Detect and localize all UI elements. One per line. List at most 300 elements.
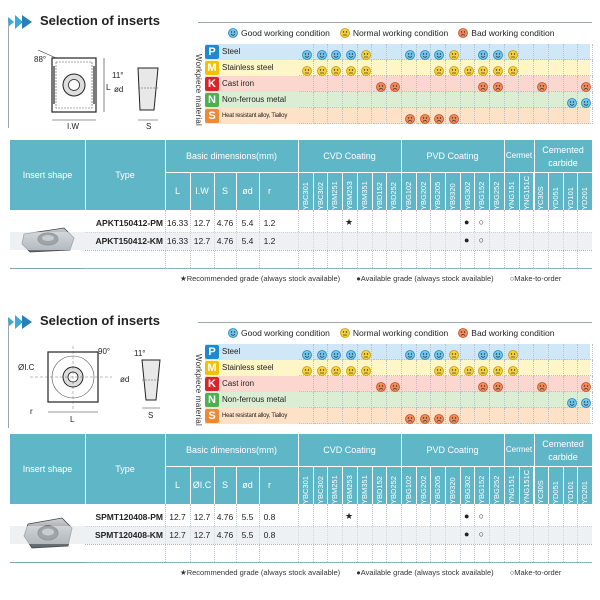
header-vline <box>386 466 387 504</box>
workpiece-material-label: Workpiece material <box>194 354 203 426</box>
material-letter: K <box>205 77 219 91</box>
rating-cell <box>314 76 329 92</box>
bad-face-icon <box>390 79 400 89</box>
rating-cell <box>446 392 461 408</box>
apkt-insert-drawing <box>12 40 188 132</box>
rating-cell <box>490 360 505 376</box>
material-letter: N <box>205 93 219 107</box>
dimension-header: L <box>174 186 180 196</box>
good-face-icon <box>493 47 503 57</box>
rating-cell <box>475 44 490 60</box>
normal-face-icon <box>508 63 518 73</box>
rating-cell <box>299 92 314 108</box>
rating-cell <box>431 408 446 424</box>
insert-type: SPMT120408-KM <box>94 530 163 540</box>
grade-header: YBM253 <box>345 181 355 210</box>
normal-face-icon <box>340 28 350 38</box>
material-name: Steel <box>222 47 241 56</box>
rating-cell <box>490 92 505 108</box>
bad-face-icon <box>405 411 415 421</box>
rating-cell <box>490 376 505 392</box>
rating-cell <box>387 92 402 108</box>
header-vline <box>85 140 86 210</box>
rating-cell <box>578 376 593 392</box>
grade-header: YNG151 <box>506 475 516 504</box>
normal-face-icon <box>340 328 350 338</box>
rating-cell <box>505 408 520 424</box>
rating-cell <box>564 76 579 92</box>
legend-good: Good working condition <box>241 328 330 338</box>
rating-cell <box>314 360 329 376</box>
normal-face-icon <box>464 63 474 73</box>
bad-face-icon <box>434 411 444 421</box>
grade-header: YBC302 <box>315 182 325 210</box>
grade-header: YBM253 <box>345 475 355 504</box>
material-row-s <box>205 108 590 124</box>
good-face-icon <box>302 47 312 57</box>
rating-cell <box>417 92 432 108</box>
material-row-k <box>205 376 590 392</box>
header-vline <box>214 466 215 504</box>
rating-cell <box>505 392 520 408</box>
rating-cell <box>505 360 520 376</box>
length-label: L <box>70 415 75 424</box>
dimension-value: 5.5 <box>241 530 254 540</box>
grade-header: YD201 <box>580 481 590 504</box>
dimension-value: 5.4 <box>241 236 254 246</box>
rating-cell <box>446 108 461 124</box>
dimension-header: ød <box>242 186 253 196</box>
footnote-make: ○Make-to-order <box>509 274 562 283</box>
angle-label-1: 88° <box>34 55 47 64</box>
rating-cell <box>387 44 402 60</box>
header-vline <box>534 140 535 210</box>
material-name: Cast iron <box>222 79 255 88</box>
bad-face-icon <box>449 411 459 421</box>
title-divider <box>198 22 592 23</box>
header-vline <box>236 172 237 210</box>
good-face-icon <box>228 328 238 338</box>
grade-header: YD101 <box>565 187 575 210</box>
material-row-m <box>205 360 590 376</box>
thickness-label: S <box>146 122 152 131</box>
header-vline <box>489 172 490 210</box>
header-vline <box>372 466 373 504</box>
header-vline <box>313 172 314 210</box>
header-cemented: Cemented carbide <box>542 145 584 168</box>
normal-face-icon <box>361 63 371 73</box>
dimension-value: 4.76 <box>216 218 234 228</box>
rating-cell <box>402 92 417 108</box>
normal-face-icon <box>449 347 459 357</box>
good-face-icon <box>346 347 356 357</box>
rating-cell <box>520 344 535 360</box>
recommended-star-icon: ★ <box>345 511 354 521</box>
dimension-value: 12.7 <box>193 218 211 228</box>
dimension-value: 12.7 <box>193 530 211 540</box>
grade-header: YC30S <box>536 480 546 504</box>
rating-cell <box>299 44 314 60</box>
radius-label: r <box>30 407 33 416</box>
rating-cell <box>490 76 505 92</box>
rating-cell <box>299 108 314 124</box>
footnote-recommended: ★Recommended grade (always stock available) <box>180 568 341 577</box>
rating-cell <box>343 76 358 92</box>
diameter-label: ød <box>114 85 124 94</box>
rating-cell <box>534 76 549 92</box>
rating-cell <box>343 392 358 408</box>
header-vline <box>214 172 215 210</box>
grade-header: YBG102 <box>403 181 413 210</box>
grade-header: YBD252 <box>389 182 399 210</box>
header-vline <box>504 434 505 504</box>
normal-face-icon <box>478 63 488 73</box>
grade-header: YBC301 <box>301 182 310 210</box>
rating-cell <box>328 44 343 60</box>
rating-cell <box>578 44 593 60</box>
rating-cell <box>475 76 490 92</box>
dimension-value: 12.7 <box>193 512 211 522</box>
rating-cell <box>373 44 388 60</box>
footnote-available: ●Available grade (always stock available) <box>356 274 494 283</box>
rating-cell <box>358 60 373 76</box>
section-title: Selection of inserts <box>40 13 160 28</box>
rating-cell <box>446 408 461 424</box>
rating-cell <box>578 408 593 424</box>
rating-cell <box>461 344 476 360</box>
normal-face-icon <box>346 363 356 373</box>
legend-normal: Normal working condition <box>352 28 449 38</box>
header-insert-shape: Insert shape <box>22 464 73 474</box>
rating-cell <box>299 76 314 92</box>
header-vline <box>416 172 417 210</box>
material-row-p <box>205 344 590 360</box>
rating-cell <box>358 344 373 360</box>
header-vline <box>298 140 299 210</box>
rating-cell <box>373 360 388 376</box>
normal-face-icon <box>331 363 341 373</box>
rating-cell <box>549 108 564 124</box>
ic-label: ØI.C <box>18 363 35 372</box>
header-vline <box>548 466 549 504</box>
rating-cell <box>314 408 329 424</box>
dimension-value: 4.76 <box>216 512 234 522</box>
dimension-value: 0.8 <box>263 530 276 540</box>
rating-cell <box>505 44 520 60</box>
rating-cell <box>431 376 446 392</box>
good-face-icon <box>228 28 238 38</box>
table-body <box>10 504 592 563</box>
header-vline <box>445 172 446 210</box>
rating-cell <box>373 76 388 92</box>
normal-face-icon <box>478 363 488 373</box>
normal-face-icon <box>434 363 444 373</box>
grade-header: YBD252 <box>389 476 399 504</box>
header-vline <box>259 466 260 504</box>
rating-cell <box>402 360 417 376</box>
header-vline <box>372 172 373 210</box>
row-divider <box>85 268 592 269</box>
rating-cell <box>314 60 329 76</box>
dimension-value: 12.7 <box>169 530 186 540</box>
rating-cell <box>373 408 388 424</box>
normal-face-icon <box>449 63 459 73</box>
rating-cell <box>358 92 373 108</box>
material-name: Non-ferrous metal <box>222 395 287 404</box>
title-divider <box>198 322 592 323</box>
rating-cell <box>505 92 520 108</box>
rating-cell <box>534 60 549 76</box>
rating-cell <box>446 44 461 60</box>
rating-cell <box>358 376 373 392</box>
legend-bad: Bad working condition <box>471 328 555 338</box>
normal-face-icon <box>331 63 341 73</box>
rating-cell <box>417 60 432 76</box>
rating-cell <box>402 392 417 408</box>
condition-legend <box>228 24 554 42</box>
grade-header: YBG152 <box>477 181 487 210</box>
legend-bad: Bad working condition <box>471 28 555 38</box>
header-vline <box>342 172 343 210</box>
grade-header: YB9320 <box>448 183 457 210</box>
material-row-p <box>205 44 590 60</box>
rating-cell <box>373 376 388 392</box>
rating-cell <box>387 108 402 124</box>
good-face-icon <box>405 347 415 357</box>
normal-face-icon <box>361 347 371 357</box>
thickness-label: S <box>148 411 154 420</box>
grade-header: YBG205 <box>433 181 443 210</box>
material-letter: N <box>205 393 219 407</box>
rating-cell <box>431 344 446 360</box>
rating-cell <box>475 360 490 376</box>
rating-cell <box>461 408 476 424</box>
header-divider <box>165 466 592 467</box>
dimension-value: 5.4 <box>241 218 254 228</box>
rating-cell <box>564 392 579 408</box>
rating-cell <box>387 408 402 424</box>
rating-cell <box>549 360 564 376</box>
header-insert-shape: Insert shape <box>22 170 73 180</box>
grade-header: YBD152 <box>374 476 384 504</box>
material-row-m <box>205 60 590 76</box>
good-face-icon <box>493 347 503 357</box>
spmt-insert-drawing <box>12 340 188 432</box>
iw-label: I.W <box>67 122 79 131</box>
rating-cell <box>578 108 593 124</box>
header-vline <box>85 434 86 504</box>
rating-cell <box>358 44 373 60</box>
row-divider <box>85 250 592 251</box>
rating-cell <box>475 408 490 424</box>
rating-cell <box>461 76 476 92</box>
material-letter: P <box>205 45 219 59</box>
header-vline <box>298 434 299 504</box>
rating-cell <box>475 60 490 76</box>
rating-cell <box>505 376 520 392</box>
legend-good: Good working condition <box>241 28 330 38</box>
grade-header: YBG252 <box>492 181 502 210</box>
rating-cell <box>402 376 417 392</box>
header-vline <box>519 466 520 504</box>
table-row <box>10 508 592 526</box>
table-body <box>10 210 592 269</box>
grade-header: YBC302 <box>315 476 325 504</box>
rating-cell <box>314 344 329 360</box>
good-face-icon <box>420 47 430 57</box>
rating-cell <box>490 408 505 424</box>
header-type: Type <box>115 464 135 474</box>
rating-cell <box>549 392 564 408</box>
dimension-header: L <box>174 480 180 490</box>
grade-header: YB9320 <box>448 477 457 504</box>
good-face-icon <box>581 395 591 405</box>
rating-cell <box>578 392 593 408</box>
workpiece-material-label: Workpiece material <box>194 54 203 126</box>
rating-cell <box>475 92 490 108</box>
rating-cell <box>358 360 373 376</box>
footnote-make: ○Make-to-order <box>509 568 562 577</box>
bad-face-icon <box>420 111 430 121</box>
rating-cell <box>343 108 358 124</box>
dimension-value: 1.2 <box>263 218 276 228</box>
rating-cell <box>328 392 343 408</box>
grade-header: YBG202 <box>418 475 428 504</box>
rating-cell <box>520 92 535 108</box>
grade-header: YBM351 <box>359 181 369 210</box>
rating-cell <box>446 344 461 360</box>
rating-cell <box>446 376 461 392</box>
normal-face-icon <box>302 363 312 373</box>
grade-header: YD201 <box>580 187 590 210</box>
rating-cell <box>299 376 314 392</box>
header-vline <box>445 466 446 504</box>
dimension-value: 1.2 <box>263 236 276 246</box>
normal-face-icon <box>361 363 371 373</box>
make-to-order-circle-icon: ○ <box>478 235 485 245</box>
rating-cell <box>417 344 432 360</box>
dimension-header: r <box>268 480 271 490</box>
material-letter: S <box>205 109 219 123</box>
grade-header: YBC301 <box>301 476 310 504</box>
insert-type: APKT150412-PM <box>95 218 163 228</box>
material-letter: K <box>205 377 219 391</box>
section-title: Selection of inserts <box>40 313 160 328</box>
header-vline <box>474 172 475 210</box>
footnote-available: ●Available grade (always stock available) <box>356 568 494 577</box>
rating-cell <box>461 392 476 408</box>
grade-header: YBM351 <box>359 475 369 504</box>
grade-header: YBG302 <box>462 475 472 504</box>
normal-face-icon <box>508 347 518 357</box>
insert-type: SPMT120408-PM <box>95 512 163 522</box>
rating-cell <box>505 344 520 360</box>
footnote-recommended: ★Recommended grade (always stock available) <box>180 274 341 283</box>
header-basic-dimensions: Basic dimensions(mm) <box>185 445 278 455</box>
rating-cell <box>343 376 358 392</box>
available-dot-icon: ● <box>463 529 470 539</box>
rating-cell <box>373 60 388 76</box>
bad-face-icon <box>390 379 400 389</box>
rating-cell <box>549 344 564 360</box>
normal-face-icon <box>346 63 356 73</box>
bad-face-icon <box>449 111 459 121</box>
frame-line <box>8 322 9 428</box>
double-arrow-icon <box>8 315 34 329</box>
rating-cell <box>343 344 358 360</box>
header-vline <box>357 172 358 210</box>
rating-cell <box>549 376 564 392</box>
rating-cell <box>387 344 402 360</box>
grade-header: YBD152 <box>374 182 384 210</box>
row-divider <box>85 544 592 545</box>
insert-section-spmt <box>0 300 600 600</box>
rating-cell <box>328 360 343 376</box>
rating-cell <box>328 344 343 360</box>
rating-cell <box>343 44 358 60</box>
rating-cell <box>461 44 476 60</box>
rating-cell <box>402 408 417 424</box>
rating-cell <box>417 376 432 392</box>
rating-cell <box>358 108 373 124</box>
rating-cell <box>520 76 535 92</box>
diameter-label: ød <box>120 375 130 384</box>
good-face-icon <box>317 47 327 57</box>
header-cermet: Cermet <box>505 151 533 160</box>
rating-cell <box>505 76 520 92</box>
rating-cell <box>402 44 417 60</box>
condition-legend <box>228 324 554 342</box>
header-vline <box>430 172 431 210</box>
grade-header: YNG151 <box>506 181 516 210</box>
good-face-icon <box>567 95 577 105</box>
length-label: L <box>106 83 111 92</box>
rating-cell <box>564 344 579 360</box>
rating-cell <box>373 392 388 408</box>
rating-cell <box>328 376 343 392</box>
good-face-icon <box>478 47 488 57</box>
dimension-header: S <box>221 480 228 490</box>
rating-cell <box>417 44 432 60</box>
dimension-value: 4.76 <box>216 530 234 540</box>
rating-cell <box>387 392 402 408</box>
rating-cell <box>520 376 535 392</box>
rating-cell <box>431 392 446 408</box>
normal-face-icon <box>493 363 503 373</box>
rating-cell <box>534 360 549 376</box>
normal-face-icon <box>508 47 518 57</box>
frame-line <box>8 22 9 128</box>
rating-cell <box>490 44 505 60</box>
normal-face-icon <box>434 63 444 73</box>
rating-cell <box>417 408 432 424</box>
grade-header: YBG252 <box>492 475 502 504</box>
rating-cell <box>299 360 314 376</box>
rating-cell <box>387 60 402 76</box>
material-name: Heat resistant alloy, Tialloy <box>222 413 288 419</box>
rating-cell <box>446 360 461 376</box>
header-vline <box>327 172 328 210</box>
good-face-icon <box>434 347 444 357</box>
header-vline <box>519 172 520 210</box>
header-divider <box>165 172 592 173</box>
bad-face-icon <box>405 111 415 121</box>
bad-face-icon <box>434 111 444 121</box>
rating-cell <box>520 60 535 76</box>
footnote <box>180 568 575 577</box>
dimension-header: I.W <box>195 186 209 196</box>
material-letter: P <box>205 345 219 359</box>
